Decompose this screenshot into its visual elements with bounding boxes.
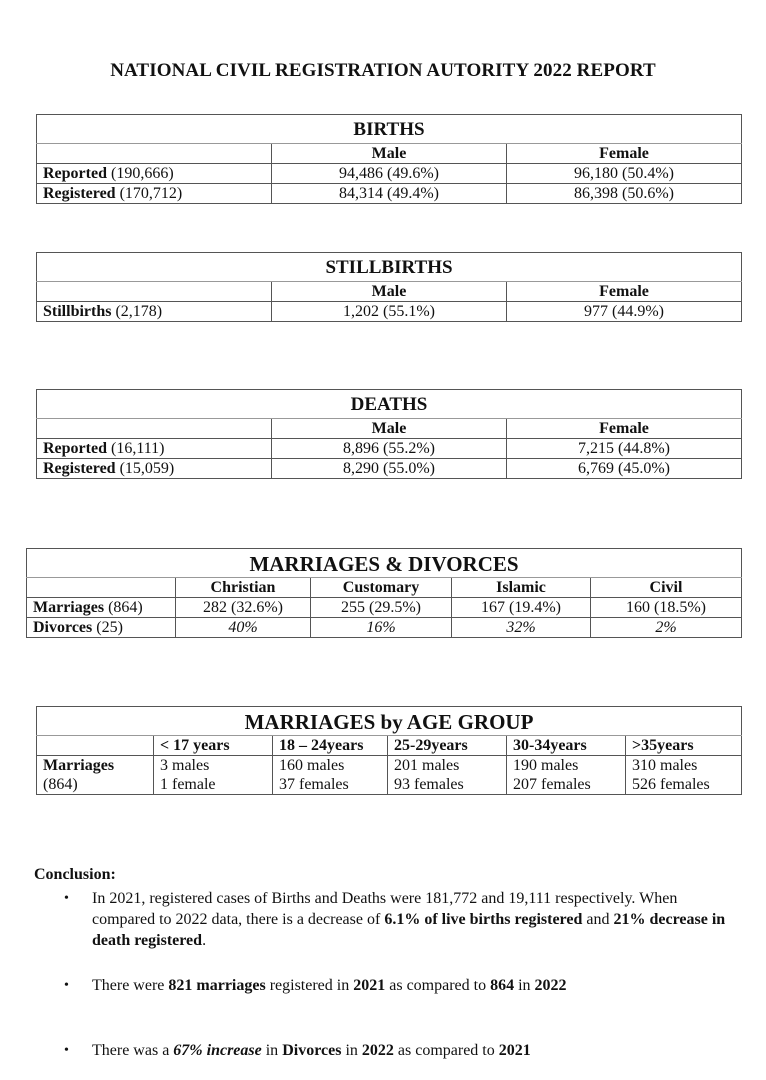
- text: There were: [92, 977, 169, 994]
- conclusion-list: [34, 888, 744, 1061]
- table-row: [37, 184, 742, 204]
- row-total: (170,712): [119, 185, 183, 202]
- births-reported-female: 96,180 (50.4%): [507, 164, 742, 184]
- bold-text: Divorces: [282, 1042, 342, 1059]
- list-item: [34, 975, 744, 996]
- marriages-islamic: 167 (19.4%): [452, 598, 591, 618]
- md-header-civil: Civil: [591, 578, 742, 598]
- table-row: [27, 618, 742, 638]
- deaths-row-label: [37, 439, 272, 459]
- stillbirths-header-male: Male: [272, 282, 507, 302]
- births-row-label: [37, 164, 272, 184]
- md-row-label: [27, 598, 176, 618]
- births-row-label: [37, 184, 272, 204]
- age-females-30-34: 207 females: [507, 775, 626, 795]
- row-label-bold: Registered: [43, 460, 116, 477]
- stillbirths-header-blank: [37, 282, 272, 302]
- births-header-male: Male: [272, 144, 507, 164]
- text: There was a: [92, 1042, 174, 1059]
- row-label-bold: Registered: [43, 185, 116, 202]
- divorces-islamic: 32%: [452, 618, 591, 638]
- bold-text: 2022: [534, 977, 567, 994]
- bold-text: 21% decrease in death registered: [92, 911, 726, 949]
- text: as compared to: [385, 977, 491, 994]
- row-total: (864): [108, 599, 143, 616]
- age-females-25-29: 93 females: [388, 775, 507, 795]
- bullet-icon: •: [64, 891, 69, 906]
- births-table: [36, 114, 742, 204]
- list-item: [34, 888, 744, 951]
- text: .: [202, 932, 207, 949]
- report-title: NATIONAL CIVIL REGISTRATION AUTORITY 2022 REPORT: [110, 60, 656, 81]
- text: in: [261, 1042, 283, 1059]
- marriages-divorces-heading: MARRIAGES & DIVORCES: [27, 549, 742, 578]
- age-row-label: [37, 756, 154, 776]
- marriages-divorces-table: [26, 548, 742, 638]
- bold-text: 2022: [361, 1042, 394, 1059]
- row-label-bold: Stillbirths: [43, 303, 112, 320]
- stillbirths-row-label: [37, 302, 272, 322]
- table-row: [37, 164, 742, 184]
- age-header-blank: [37, 736, 154, 756]
- deaths-heading: DEATHS: [37, 390, 742, 419]
- age-group-table: [36, 706, 742, 795]
- text: In 2021, registered cases of Births and Deaths were 181,772 and 19,111 respectively. When compared to 2022 data, there is a decrease of: [92, 890, 678, 928]
- deaths-header-male: Male: [272, 419, 507, 439]
- bold-text: 6.1% of live births registered: [384, 911, 583, 928]
- stillbirths-heading: STILLBIRTHS: [37, 253, 742, 282]
- bold-text: 2021: [498, 1042, 531, 1059]
- row-total: (2,178): [115, 303, 163, 320]
- births-registered-female: 86,398 (50.6%): [507, 184, 742, 204]
- births-heading: BIRTHS: [37, 115, 742, 144]
- bold-text: 864: [490, 977, 515, 994]
- text: and: [582, 911, 614, 928]
- row-label-bold: Divorces: [33, 619, 93, 636]
- list-item: [34, 1040, 744, 1061]
- md-header-blank: [27, 578, 176, 598]
- bullet-icon: •: [64, 978, 69, 993]
- table-row: [37, 775, 742, 795]
- deaths-registered-female: 6,769 (45.0%): [507, 459, 742, 479]
- age-females-under17: 1 female: [154, 775, 273, 795]
- age-males-30-34: 190 males: [507, 756, 626, 776]
- bold-text: 2021: [353, 977, 386, 994]
- age-header-over35: >35years: [626, 736, 742, 756]
- row-total: (16,111): [110, 440, 165, 457]
- row-total: (190,666): [110, 165, 174, 182]
- age-males-25-29: 201 males: [388, 756, 507, 776]
- table-row: [37, 302, 742, 322]
- age-males-under17: 3 males: [154, 756, 273, 776]
- md-header-islamic: Islamic: [452, 578, 591, 598]
- text: as compared to: [393, 1042, 499, 1059]
- row-label-bold: Marriages: [43, 757, 115, 774]
- births-registered-male: 84,314 (49.4%): [272, 184, 507, 204]
- deaths-registered-male: 8,290 (55.0%): [272, 459, 507, 479]
- stillbirths-table: [36, 252, 742, 322]
- bold-italic-text: 67% increase: [173, 1042, 262, 1059]
- table-row: [27, 598, 742, 618]
- divorces-civil: 2%: [591, 618, 742, 638]
- deaths-row-label: [37, 459, 272, 479]
- age-header-under17: < 17 years: [154, 736, 273, 756]
- age-group-heading: MARRIAGES by AGE GROUP: [37, 707, 742, 736]
- age-males-18-24: 160 males: [273, 756, 388, 776]
- md-header-customary: Customary: [311, 578, 452, 598]
- text: in: [514, 977, 535, 994]
- row-label-bold: Reported: [43, 165, 107, 182]
- row-total: (15,059): [119, 460, 175, 477]
- text: in: [341, 1042, 362, 1059]
- divorces-christian: 40%: [176, 618, 311, 638]
- age-header-25-29: 25-29years: [388, 736, 507, 756]
- conclusion-heading: Conclusion:: [34, 866, 116, 883]
- births-reported-male: 94,486 (49.6%): [272, 164, 507, 184]
- age-header-30-34: 30-34years: [507, 736, 626, 756]
- age-row-total: (864): [37, 775, 154, 795]
- age-females-over35: 526 females: [626, 775, 742, 795]
- bold-text: 821 marriages: [168, 977, 266, 994]
- marriages-customary: 255 (29.5%): [311, 598, 452, 618]
- age-males-over35: 310 males: [626, 756, 742, 776]
- marriages-civil: 160 (18.5%): [591, 598, 742, 618]
- age-females-18-24: 37 females: [273, 775, 388, 795]
- md-header-christian: Christian: [176, 578, 311, 598]
- bullet-icon: •: [64, 1043, 69, 1058]
- md-row-label: [27, 618, 176, 638]
- deaths-reported-male: 8,896 (55.2%): [272, 439, 507, 459]
- table-row: [37, 459, 742, 479]
- stillbirths-female: 977 (44.9%): [507, 302, 742, 322]
- stillbirths-header-female: Female: [507, 282, 742, 302]
- row-label-bold: Reported: [43, 440, 107, 457]
- row-total: (25): [96, 619, 123, 636]
- deaths-header-blank: [37, 419, 272, 439]
- text: registered in: [265, 977, 354, 994]
- table-row: [37, 439, 742, 459]
- divorces-customary: 16%: [311, 618, 452, 638]
- stillbirths-male: 1,202 (55.1%): [272, 302, 507, 322]
- conclusion-section: [34, 866, 744, 1061]
- deaths-reported-female: 7,215 (44.8%): [507, 439, 742, 459]
- table-row: [37, 756, 742, 776]
- deaths-table: [36, 389, 742, 479]
- age-header-18-24: 18 – 24years: [273, 736, 388, 756]
- births-header-blank: [37, 144, 272, 164]
- row-label-bold: Marriages: [33, 599, 105, 616]
- births-header-female: Female: [507, 144, 742, 164]
- marriages-christian: 282 (32.6%): [176, 598, 311, 618]
- deaths-header-female: Female: [507, 419, 742, 439]
